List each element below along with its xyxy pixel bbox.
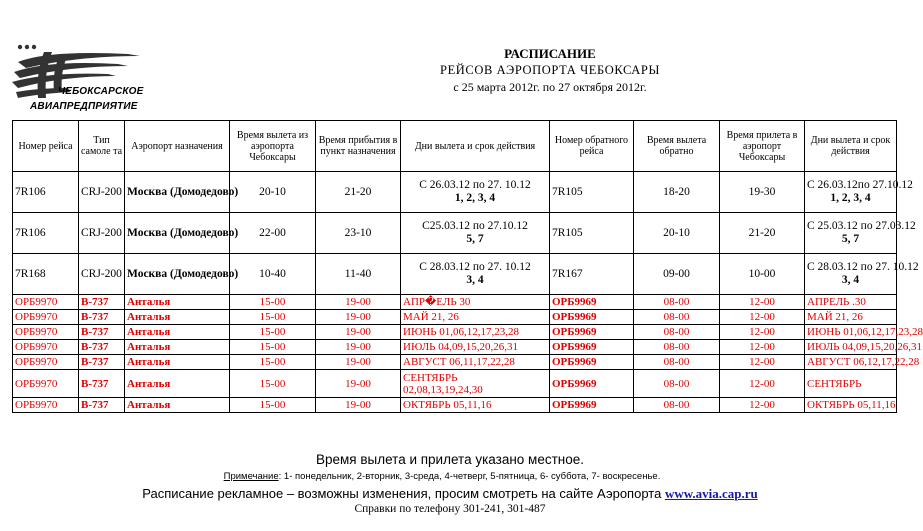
return-arrival-time: 12-00 — [720, 340, 805, 355]
table-row — [13, 254, 897, 295]
destination: Москва (Домодедово) — [125, 213, 230, 254]
return-days-of-operation: СЕНТЯБРЬ — [805, 370, 897, 398]
schedule-period: с 25 марта 2012г. по 27 октября 2012г. — [453, 80, 647, 94]
return-flight-number: 7R105 — [550, 213, 634, 254]
return-days-of-operation — [805, 254, 919, 295]
flight-number: 7R106 — [13, 213, 79, 254]
page-subtitle: РЕЙСОВ АЭРОПОРТА ЧЕБОКСАРЫ — [440, 63, 660, 77]
flight-number: 7R168 — [13, 254, 79, 295]
arrival-time: 19-00 — [316, 295, 401, 310]
departure-time: 15-00 — [230, 340, 316, 355]
departure-time: 15-00 — [230, 310, 316, 325]
days-of-operation — [401, 254, 550, 295]
return-departure-time: 20-10 — [634, 213, 720, 254]
days-period: С 26.03.12по 27.10.12 — [807, 179, 913, 191]
return-departure-time: 09-00 — [634, 254, 720, 295]
phone-info: Справки по телефону 301-241, 301-487 — [354, 503, 546, 515]
arrival-time: 19-00 — [316, 398, 401, 413]
arrival-time: 19-00 — [316, 310, 401, 325]
column-header: Тип самоле та — [79, 121, 125, 172]
table-row-charter — [13, 398, 897, 413]
departure-time: 15-00 — [230, 355, 316, 370]
column-header: Время прилета в аэропорт Чебоксары — [720, 121, 805, 172]
destination: Анталья — [125, 310, 230, 325]
ad-text: Расписание рекламное – возможны изменения, просим смотреть на сайте Аэропорта — [142, 486, 665, 501]
return-days-of-operation — [805, 172, 913, 213]
flight-number: ОРБ9970 — [13, 340, 79, 355]
table-row-charter — [13, 325, 897, 340]
return-days-of-operation: МАЙ 21, 26 — [805, 310, 897, 325]
return-departure-time: 08-00 — [634, 370, 720, 398]
arrival-time: 11-40 — [316, 254, 401, 295]
days-of-operation — [401, 370, 550, 398]
days-list: 1, 2, 3, 4 — [830, 192, 871, 204]
destination: Анталья — [125, 295, 230, 310]
return-days-of-operation — [805, 213, 916, 254]
aircraft-type: CRJ-200 — [79, 172, 125, 213]
days-of-operation: ИЮНЬ 01,06,12,17,23,28 — [401, 325, 550, 340]
return-arrival-time: 19-30 — [720, 172, 805, 213]
table-row — [13, 172, 897, 213]
days-of-operation: ИЮЛЬ 04,09,15,20,26,31 — [401, 340, 550, 355]
flight-number: ОРБ9970 — [13, 370, 79, 398]
column-header: Номер обратного рейса — [550, 121, 634, 172]
destination: Анталья — [125, 325, 230, 340]
destination: Анталья — [125, 340, 230, 355]
table-row — [13, 213, 897, 254]
return-arrival-time: 21-20 — [720, 213, 805, 254]
destination: Анталья — [125, 398, 230, 413]
aircraft-type: В-737 — [79, 340, 125, 355]
aircraft-type: В-737 — [79, 325, 125, 340]
aircraft-type: CRJ-200 — [79, 254, 125, 295]
page-title: РАСПИСАНИЕ — [504, 46, 596, 61]
flight-number: ОРБ9970 — [13, 325, 79, 340]
column-header: Время вылета из аэропорта Чебоксары — [230, 121, 316, 172]
days-period: С 26.03.12 по 27. 10.12 — [419, 179, 531, 191]
schedule-table — [12, 120, 923, 413]
column-header: Дни вылета и срок действия — [805, 121, 897, 172]
return-flight-number: ОРБ9969 — [550, 325, 634, 340]
days-period: С 28.03.12 по 27. 10.12 — [419, 261, 531, 273]
note-label: Примечание — [223, 471, 279, 482]
return-arrival-time: 12-00 — [720, 355, 805, 370]
return-departure-time: 08-00 — [634, 325, 720, 340]
flight-number: ОРБ9970 — [13, 398, 79, 413]
days-of-operation — [401, 172, 550, 213]
logo-text-line2: АВИАПРЕДПРИЯТИЕ — [30, 101, 138, 112]
return-flight-number: ОРБ9969 — [550, 398, 634, 413]
aircraft-type: В-737 — [79, 370, 125, 398]
destination: Анталья — [125, 370, 230, 398]
table-row-charter — [13, 340, 897, 355]
table-row-charter — [13, 370, 897, 398]
arrival-time: 19-00 — [316, 340, 401, 355]
arrival-time: 19-00 — [316, 355, 401, 370]
arrival-time: 23-10 — [316, 213, 401, 254]
return-arrival-time: 12-00 — [720, 325, 805, 340]
days-list: 02,08,13,19,24,30 — [403, 383, 483, 396]
days-of-operation: АВГУСТ 06,11,17,22,28 — [401, 355, 550, 370]
arrival-time: 21-20 — [316, 172, 401, 213]
logo-text-line1: ЧЕБОКСАРСКОЕ — [58, 86, 144, 97]
flight-number: ОРБ9970 — [13, 295, 79, 310]
return-flight-number: ОРБ9969 — [550, 340, 634, 355]
return-flight-number: 7R105 — [550, 172, 634, 213]
return-flight-number: ОРБ9969 — [550, 295, 634, 310]
days-of-operation: ОКТЯБРЬ 05,11,16 — [401, 398, 550, 413]
return-days-of-operation: ИЮЛЬ 04,09,15,20,26,31 — [805, 340, 897, 355]
departure-time: 15-00 — [230, 295, 316, 310]
column-header: Время прибытия в пункт назначения — [316, 121, 401, 172]
return-departure-time: 18-20 — [634, 172, 720, 213]
return-days-of-operation: АВГУСТ 06,12,17,22,28 — [805, 355, 897, 370]
return-arrival-time: 12-00 — [720, 295, 805, 310]
note-text: : 1- понедельник, 2-вторник, 3-среда, 4-четверг, 5-пятница, 6- суббота, 7- воскресенье. — [278, 471, 661, 482]
local-time-note: Время вылета и прилета указано местное. — [315, 452, 584, 467]
return-departure-time: 08-00 — [634, 355, 720, 370]
destination: Москва (Домодедово) — [125, 254, 230, 295]
return-departure-time: 08-00 — [634, 310, 720, 325]
table-row-charter — [13, 310, 897, 325]
days-of-operation — [401, 213, 550, 254]
return-flight-number: ОРБ9969 — [550, 370, 634, 398]
return-departure-time: 08-00 — [634, 398, 720, 413]
departure-time: 15-00 — [230, 398, 316, 413]
destination: Анталья — [125, 355, 230, 370]
departure-time: 15-00 — [230, 325, 316, 340]
flight-number: 7R106 — [13, 172, 79, 213]
return-arrival-time: 12-00 — [720, 310, 805, 325]
arrival-time: 19-00 — [316, 370, 401, 398]
return-days-of-operation: ОКТЯБРЬ 05,11,16 — [805, 398, 897, 413]
days-list: 3, 4 — [841, 274, 860, 286]
departure-time: 10-40 — [230, 254, 316, 295]
days-of-operation: АПР�ЕЛЬ 30 — [401, 295, 550, 310]
return-arrival-time: 12-00 — [720, 370, 805, 398]
airport-site-link[interactable]: www.avia.cap.ru — [664, 486, 758, 501]
days-period: С25.03.12 по 27.10.12 — [422, 220, 528, 232]
table-header-row — [13, 121, 897, 172]
column-header: Дни вылета и срок действия — [401, 121, 550, 172]
aircraft-type: В-737 — [79, 295, 125, 310]
return-days-of-operation: ИЮНЬ 01,06,12,17,23,28 — [805, 325, 897, 340]
aircraft-type: CRJ-200 — [79, 213, 125, 254]
return-flight-number: ОРБ9969 — [550, 310, 634, 325]
aircraft-type: В-737 — [79, 398, 125, 413]
weekday-note — [0, 471, 892, 482]
return-departure-time: 08-00 — [634, 295, 720, 310]
departure-time: 15-00 — [230, 370, 316, 398]
ad-note — [0, 486, 900, 502]
return-arrival-time: 12-00 — [720, 398, 805, 413]
arrival-time: 19-00 — [316, 325, 401, 340]
departure-time: 22-00 — [230, 213, 316, 254]
aircraft-type: В-737 — [79, 310, 125, 325]
days-list: 5, 7 — [841, 233, 860, 245]
aircraft-type: В-737 — [79, 355, 125, 370]
return-flight-number: ОРБ9969 — [550, 355, 634, 370]
return-days-of-operation: АПРЕЛЬ .30 — [805, 295, 897, 310]
return-departure-time: 08-00 — [634, 340, 720, 355]
days-of-operation: МАЙ 21, 26 — [401, 310, 550, 325]
days-list: 3, 4 — [466, 274, 484, 286]
table-row-charter — [13, 295, 897, 310]
days-period: С 25.03.12 по 27.03.12 — [807, 220, 916, 232]
return-flight-number: 7R167 — [550, 254, 634, 295]
days-list: 1, 2, 3, 4 — [454, 192, 496, 204]
destination: Москва (Домодедово) — [125, 172, 230, 213]
column-header: Аэропорт назначения — [125, 121, 230, 172]
departure-time: 20-10 — [230, 172, 316, 213]
days-period: С 28.03.12 по 27. 10.12 — [807, 261, 919, 273]
days-month: СЕНТЯБРЬ — [403, 371, 458, 384]
column-header: Номер рейса — [13, 121, 79, 172]
return-arrival-time: 10-00 — [720, 254, 805, 295]
table-row-charter — [13, 355, 897, 370]
flight-number: ОРБ9970 — [13, 310, 79, 325]
column-header: Время вылета обратно — [634, 121, 720, 172]
flight-number: ОРБ9970 — [13, 355, 79, 370]
days-list: 5, 7 — [466, 233, 484, 245]
